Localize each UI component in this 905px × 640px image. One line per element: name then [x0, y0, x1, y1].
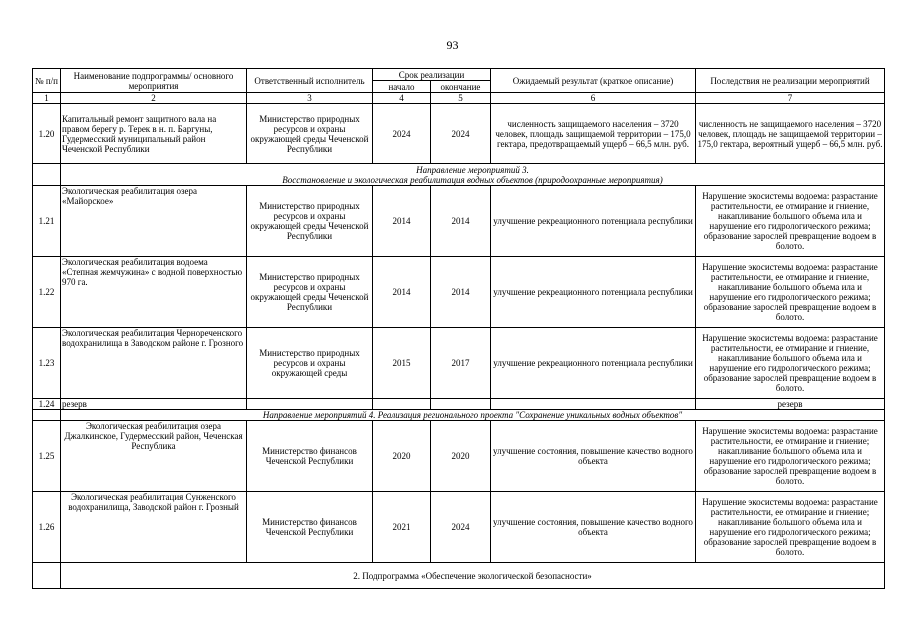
- page-number: 93: [446, 38, 459, 52]
- row-num: 1.21: [33, 186, 61, 257]
- col-number: 2: [61, 93, 247, 104]
- header-end: окончание: [431, 81, 491, 93]
- row-consequences: численность не защищаемого населения – 3720 человек, площадь не защищаемой территории – 175,0 гектара, вероятный ущерб – 66,5 млн. руб.: [696, 104, 885, 164]
- row-end: 2014: [431, 186, 491, 257]
- header-num: № п/п: [33, 69, 61, 93]
- direction-3-title: Направление мероприятий 3.: [416, 164, 529, 175]
- row-end: 2020: [431, 421, 491, 492]
- row-name: Экологическая реабилитация Чернореченского водохранилища в Заводском районе г. Грозного: [61, 328, 247, 399]
- row-result: численность защищаемого населения – 3720 человек, площадь защищаемой территории – 175,0 гектара, предотвращаемый ущерб – 66,5 млн. руб.: [491, 104, 696, 164]
- table-row: [33, 186, 885, 257]
- row-num: 1.25: [33, 421, 61, 492]
- row-name: Экологическая реабилитация Сунженского водохранилища, Заводской район г. Грозный: [61, 492, 247, 563]
- direction-4-heading: Направление мероприятий 4. Реализация регионального проекта "Сохранение уникальных водных объектов": [61, 410, 885, 421]
- row-start: 2015: [373, 328, 431, 399]
- row-end: 2024: [431, 492, 491, 563]
- table-row: [33, 328, 885, 399]
- col-number: 1: [33, 93, 61, 104]
- row-responsible: Министерство природных ресурсов и охраны окружающей среды Чеченской Республики: [247, 257, 373, 328]
- row-responsible: Министерство финансов Чеченской Республики: [247, 421, 373, 492]
- table-header-row: [33, 69, 885, 81]
- row-responsible: Министерство финансов Чеченской Республики: [247, 492, 373, 563]
- col-number: 5: [431, 93, 491, 104]
- header-name: Наименование подпрограммы/ основного мероприятия: [61, 69, 247, 93]
- row-start: 2014: [373, 257, 431, 328]
- row-responsible: Министерство природных ресурсов и охраны окружающей среды Чеченской Республики: [247, 186, 373, 257]
- direction-3-heading: [61, 164, 885, 186]
- row-num: 1.23: [33, 328, 61, 399]
- col-number: 7: [696, 93, 885, 104]
- row-consequences: Нарушение экосистемы водоема: разрастание растительности, ее отмирание и гниение, накапливание большого объема ила и нарушение его гидрологического режима; образование зарослей превращение водоем в болото.: [696, 186, 885, 257]
- col-number: 4: [373, 93, 431, 104]
- row-consequences: Нарушение экосистемы водоема: разрастание растительности, ее отмирание и гниение, накапливание большого объема ила и нарушение его гидрологического режима; образование зарослей превращение водоем в болото.: [696, 328, 885, 399]
- row-num: 1.20: [33, 104, 61, 164]
- row-num: 1.26: [33, 492, 61, 563]
- row-result: улучшение состояния, повышение качество водного объекта: [491, 421, 696, 492]
- direction-3-subtitle: Восстановление и экологическая реабилитация водных объектов (природоохранные мероприятия): [282, 174, 663, 185]
- row-consequences: резерв: [696, 399, 885, 410]
- header-responsible: Ответственный исполнитель: [247, 69, 373, 93]
- table-row: [33, 104, 885, 164]
- row-name: резерв: [61, 399, 247, 410]
- row-name: Капитальный ремонт защитного вала на правом берегу р. Терек в н. п. Баргуны, Гудермесский муниципальный район Чеченской Республики: [61, 104, 247, 164]
- row-result: улучшение рекреационного потенциала республики: [491, 257, 696, 328]
- row-consequences: Нарушение экосистемы водоема: разрастание растительности, ее отмирание и гниение; накапливание большого объема ила и нарушение его гидрологического режима; образование зарослей превращение водоем в болото.: [696, 492, 885, 563]
- table-row: [33, 257, 885, 328]
- row-start: 2021: [373, 492, 431, 563]
- header-result: Ожидаемый результат (краткое описание): [491, 69, 696, 93]
- section-row: [33, 164, 885, 186]
- row-responsible: Министерство природных ресурсов и охраны окружающей среды Чеченской Республики: [247, 104, 373, 164]
- row-start: 2024: [373, 104, 431, 164]
- row-start: 2014: [373, 186, 431, 257]
- row-start: 2020: [373, 421, 431, 492]
- row-end: 2014: [431, 257, 491, 328]
- row-responsible: Министерство природных ресурсов и охраны окружающей среды: [247, 328, 373, 399]
- row-num: 1.24: [33, 399, 61, 410]
- section-row: [33, 410, 885, 421]
- col-number: 6: [491, 93, 696, 104]
- header-start: начало: [373, 81, 431, 93]
- subprogram-2-heading: 2. Подпрограмма «Обеспечение экологической безопасности»: [61, 563, 885, 589]
- header-consequences: Последствия не реализации мероприятий: [696, 69, 885, 93]
- row-consequences: Нарушение экосистемы водоема: разрастание растительности, ее отмирание и гниение; накапливание большого объема ила и нарушение его гидрологического режима; образование зарослей превращение водоем в болото.: [696, 421, 885, 492]
- row-end: 2024: [431, 104, 491, 164]
- measures-table: [32, 68, 885, 589]
- row-result: улучшение состояния, повышение качество водного объекта: [491, 492, 696, 563]
- row-name: Экологическая реабилитация водоема «Степная жемчужина» с водной поверхностью 970 га.: [61, 257, 247, 328]
- row-result: улучшение рекреационного потенциала республики: [491, 328, 696, 399]
- table-row: [33, 421, 885, 492]
- row-consequences: Нарушение экосистемы водоема: разрастание растительности, ее отмирание и гниение, накапливание большого объема ила и нарушение его гидрологического режима; образование зарослей превращение водоем в болото.: [696, 257, 885, 328]
- row-name: Экологическая реабилитация озера «Майорское»: [61, 186, 247, 257]
- row-name: Экологическая реабилитация озера Джалкинское, Гудермесский район, Чеченская Республика: [61, 421, 247, 492]
- column-numbers-row: [33, 93, 885, 104]
- table-row: [33, 492, 885, 563]
- table-row: [33, 399, 885, 410]
- row-end: 2017: [431, 328, 491, 399]
- col-number: 3: [247, 93, 373, 104]
- row-result: улучшение рекреационного потенциала республики: [491, 186, 696, 257]
- row-num: 1.22: [33, 257, 61, 328]
- header-period: Срок реализации: [373, 69, 491, 81]
- section-row: [33, 563, 885, 589]
